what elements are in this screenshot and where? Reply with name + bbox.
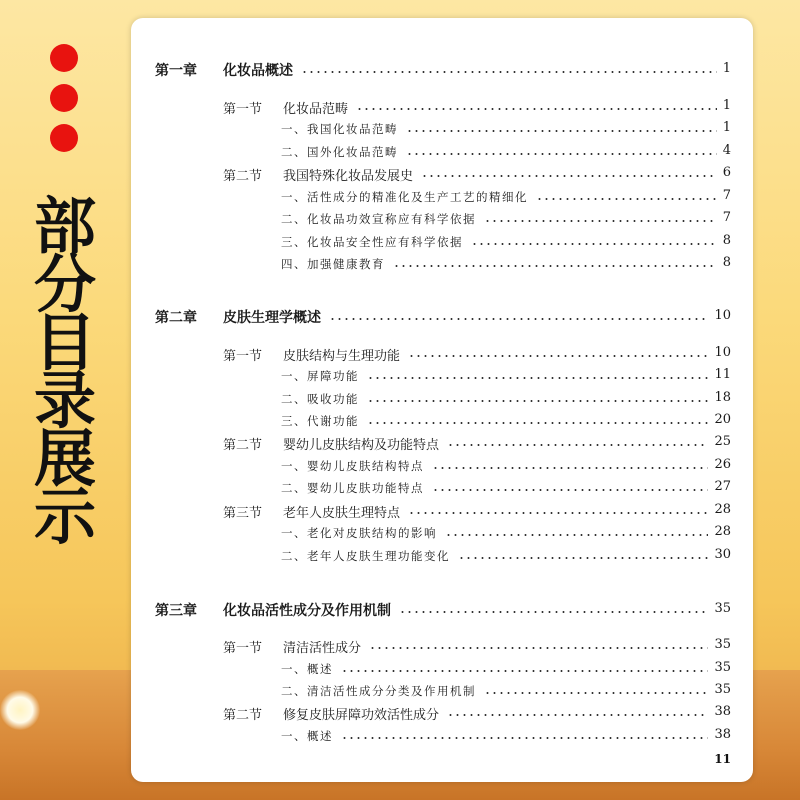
toc-label: 第二节 <box>223 438 263 453</box>
toc-page-number: 1 <box>722 120 731 135</box>
dot-leader <box>447 444 708 446</box>
dot-leader <box>432 467 708 469</box>
toc-page-number: 18 <box>714 390 731 405</box>
toc-page-number: 27 <box>714 479 731 494</box>
toc-page-number: 10 <box>714 345 731 360</box>
toc-item-row <box>131 681 753 701</box>
page-number: 11 <box>714 752 731 766</box>
toc-section-row <box>131 97 753 117</box>
toc-item-row <box>131 209 753 229</box>
toc-label: 第三章 <box>155 603 197 619</box>
dot-leader <box>341 737 708 739</box>
toc-title: 一、老化对皮肤结构的影响 <box>281 526 437 540</box>
toc-page-number: 7 <box>722 210 731 225</box>
toc-label: 第三节 <box>223 506 263 521</box>
toc-title: 三、化妆品安全性应有科学依据 <box>281 235 463 249</box>
red-dot <box>50 124 78 152</box>
red-dot <box>50 44 78 72</box>
toc-title: 二、化妆品功效宣称应有科学依据 <box>281 212 476 226</box>
toc-title: 四、加强健康教育 <box>281 257 385 271</box>
dot-leader <box>367 422 708 424</box>
toc-section-row <box>131 344 753 364</box>
toc-page-number: 1 <box>722 61 731 76</box>
toc-page-number: 35 <box>714 601 731 616</box>
toc-section-row <box>131 636 753 656</box>
toc-page-number: 1 <box>722 98 731 113</box>
toc-section-row <box>131 433 753 453</box>
toc-item-row <box>131 254 753 274</box>
toc-label: 第二节 <box>223 169 263 184</box>
toc-item-row <box>131 523 753 543</box>
toc-item-row <box>131 546 753 566</box>
toc-page-number: 30 <box>714 547 731 562</box>
dot-leader <box>447 714 708 716</box>
toc-page-number: 35 <box>714 660 731 675</box>
dot-leader <box>406 153 717 155</box>
toc-title: 三、代谢功能 <box>281 414 359 428</box>
toc-title: 二、婴幼儿皮肤功能特点 <box>281 481 424 495</box>
toc-title: 我国特殊化妆品发展史 <box>283 169 414 184</box>
toc-section-row <box>131 501 753 521</box>
side-title-char: 分 <box>33 248 96 321</box>
toc-title: 一、概述 <box>281 662 333 676</box>
toc-title: 皮肤结构与生理功能 <box>283 349 401 364</box>
toc-page-number: 8 <box>722 255 731 270</box>
red-dots-decoration <box>46 44 82 164</box>
toc-title: 一、我国化妆品范畴 <box>281 122 398 136</box>
toc-chapter-row <box>131 600 753 620</box>
dot-leader <box>406 130 717 132</box>
toc-page-number: 38 <box>714 704 731 719</box>
flower-decoration <box>0 690 40 730</box>
toc-item-row <box>131 142 753 162</box>
toc-title: 婴幼儿皮肤结构及功能特点 <box>283 438 440 453</box>
toc-page-number: 28 <box>714 524 731 539</box>
toc-page-number: 28 <box>714 502 731 517</box>
toc-page-number: 10 <box>714 308 731 323</box>
dot-leader <box>367 377 708 379</box>
toc-item-row <box>131 659 753 679</box>
toc-page-number: 35 <box>714 682 731 697</box>
toc-item-row <box>131 478 753 498</box>
toc-title: 化妆品范畴 <box>283 102 349 117</box>
toc-title: 一、婴幼儿皮肤结构特点 <box>281 459 424 473</box>
toc-section-row <box>131 703 753 723</box>
dot-leader <box>484 220 717 222</box>
toc-title: 二、老年人皮肤生理功能变化 <box>281 549 450 563</box>
dot-leader <box>458 557 708 559</box>
toc-chapter-row <box>131 60 753 80</box>
toc-item-row <box>131 187 753 207</box>
toc-title: 化妆品概述 <box>223 63 293 79</box>
dot-leader <box>367 400 708 402</box>
dot-leader <box>536 198 717 200</box>
side-title-char: 展 <box>33 422 96 495</box>
dot-leader <box>445 534 708 536</box>
toc-page-number: 6 <box>722 165 731 180</box>
side-title-char: 部 <box>33 190 96 263</box>
toc-item-row <box>131 119 753 139</box>
toc-page-number: 4 <box>722 143 731 158</box>
side-title-char: 示 <box>33 480 96 553</box>
toc-item-row <box>131 456 753 476</box>
toc-label: 第二章 <box>155 310 197 326</box>
dot-leader <box>393 265 717 267</box>
toc-page <box>131 18 753 782</box>
toc-page-number: 26 <box>714 457 731 472</box>
toc-title: 二、清洁活性成分分类及作用机制 <box>281 684 476 698</box>
toc-title: 皮肤生理学概述 <box>223 310 321 326</box>
toc-title: 一、概述 <box>281 729 333 743</box>
toc-item-row <box>131 726 753 746</box>
side-title-char: 目 <box>33 306 96 379</box>
toc-label: 第一节 <box>223 349 263 364</box>
toc-item-row <box>131 366 753 386</box>
toc-section-row <box>131 164 753 184</box>
toc-title: 一、活性成分的精准化及生产工艺的精细化 <box>281 190 528 204</box>
toc-page-number: 11 <box>714 367 731 382</box>
toc-chapter-row <box>131 307 753 327</box>
dot-leader <box>341 670 708 672</box>
dot-leader <box>484 692 708 694</box>
dot-leader <box>329 318 708 320</box>
dot-leader <box>432 489 708 491</box>
red-dot <box>50 84 78 112</box>
toc-title: 一、屏障功能 <box>281 369 359 383</box>
dot-leader <box>471 243 717 245</box>
dot-leader <box>408 355 708 357</box>
toc-page-number: 7 <box>722 188 731 203</box>
toc-title: 修复皮肤屏障功效活性成分 <box>283 708 440 723</box>
toc-item-row <box>131 389 753 409</box>
toc-title: 老年人皮肤生理特点 <box>283 506 401 521</box>
toc-page-number: 25 <box>714 434 731 449</box>
toc-item-row <box>131 411 753 431</box>
toc-label: 第一节 <box>223 102 263 117</box>
dot-leader <box>369 647 708 649</box>
toc-label: 第一章 <box>155 63 197 79</box>
toc-title: 二、国外化妆品范畴 <box>281 145 398 159</box>
toc-item-row <box>131 232 753 252</box>
dot-leader <box>301 71 717 73</box>
dot-leader <box>421 175 717 177</box>
toc-page-number: 8 <box>722 233 731 248</box>
dot-leader <box>399 611 708 613</box>
toc-page-number: 20 <box>714 412 731 427</box>
side-title <box>30 190 100 553</box>
toc-page-number: 38 <box>714 727 731 742</box>
toc-title: 二、吸收功能 <box>281 392 359 406</box>
toc-page-number: 35 <box>714 637 731 652</box>
toc-title: 清洁活性成分 <box>283 641 362 656</box>
dot-leader <box>408 512 708 514</box>
toc-title: 化妆品活性成分及作用机制 <box>223 603 391 619</box>
dot-leader <box>356 108 717 110</box>
toc-label: 第二节 <box>223 708 263 723</box>
side-title-char: 录 <box>33 364 96 437</box>
toc-label: 第一节 <box>223 641 263 656</box>
